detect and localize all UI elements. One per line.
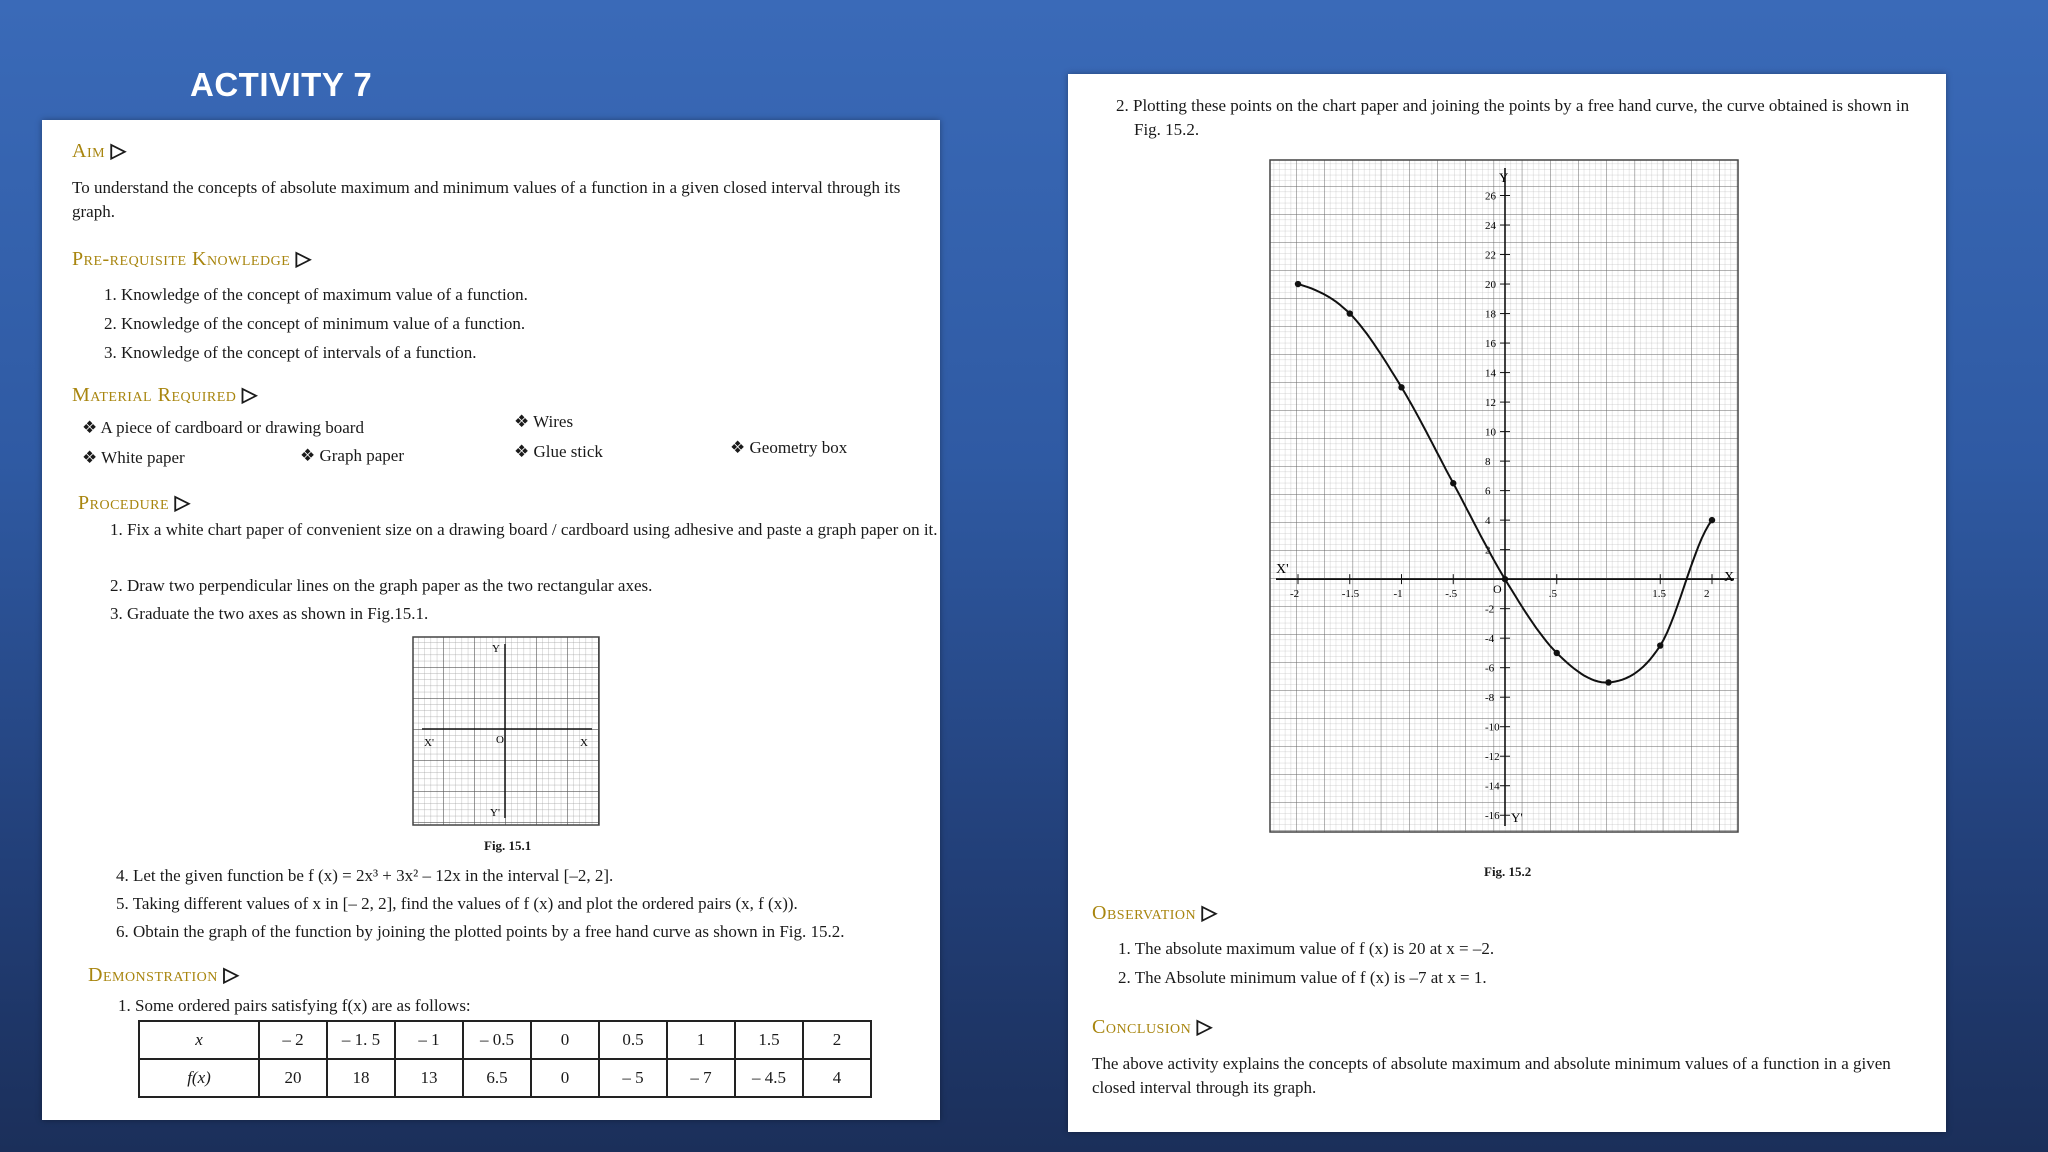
- x-cell: – 1. 5: [327, 1021, 395, 1059]
- aim-text: To understand the concepts of absolute maximum and minimum values of a function in a given closed interval through its graph.: [72, 178, 901, 221]
- x-tick-label: 1.5: [1652, 588, 1666, 601]
- data-point: [1502, 576, 1508, 582]
- observation-item: 1. The absolute maximum value of f (x) is 20 at x = –2.: [1118, 939, 1495, 958]
- data-point: [1347, 310, 1353, 316]
- right-page: [1068, 74, 1946, 1132]
- observation-heading: Observation ▷: [1092, 902, 1218, 924]
- x-tick-label: -2: [1290, 588, 1300, 601]
- procedure-step-2: 2. Draw two perpendicular lines on the graph paper as the two rectangular axes.: [110, 576, 653, 595]
- y-tick-label: 20: [1485, 279, 1496, 292]
- procedure-step-6: 6. Obtain the graph of the function by joining the plotted points by a free hand curve as shown in Fig. 15.2.: [116, 922, 845, 941]
- material-wires: ❖ Wires: [514, 412, 574, 431]
- aim-heading: Aim ▷: [72, 140, 127, 162]
- y-tick-label: -4: [1485, 633, 1495, 646]
- slide-title: ACTIVITY 7: [190, 66, 373, 103]
- fx-cell: 6.5: [463, 1059, 531, 1097]
- y-tick-label: -12: [1485, 751, 1500, 764]
- data-point: [1554, 650, 1560, 656]
- x-tick-label: 2: [1704, 588, 1710, 601]
- data-point: [1450, 480, 1456, 486]
- y-tick-label: -14: [1485, 780, 1500, 793]
- y-tick-label: 14: [1485, 367, 1496, 380]
- observation-list: [1118, 934, 1494, 992]
- procedure-step-1: 1. Fix a white chart paper of convenient size on a drawing board / cardboard using adhesive and paste a graph paper on it.: [110, 520, 938, 539]
- procedure-step-5: 5. Taking different values of x in [– 2, 2], find the values of f (x) and plot the ordered pairs (x, f (x)).: [116, 894, 798, 913]
- fig-15-1-x-right-label: X: [580, 737, 588, 749]
- y-bottom-axis-label: Y': [1511, 810, 1523, 825]
- row-x-label: x: [139, 1021, 259, 1059]
- x-tick-label: -1.5: [1341, 588, 1360, 601]
- procedure-heading: Procedure ▷: [78, 492, 191, 514]
- fx-cell: 18: [327, 1059, 395, 1097]
- material-glue-stick: ❖ Glue stick: [514, 442, 603, 461]
- material-graph-paper: ❖ Graph paper: [300, 446, 404, 465]
- y-tick-label: 2: [1485, 544, 1491, 557]
- row-fx-label: f(x): [139, 1059, 259, 1097]
- data-point: [1398, 384, 1404, 390]
- x-cell: 0: [531, 1021, 599, 1059]
- y-tick-label: 4: [1485, 515, 1491, 528]
- y-tick-label: 26: [1485, 190, 1496, 203]
- material-geometry-box: ❖ Geometry box: [730, 438, 848, 457]
- x-cell: 2: [803, 1021, 871, 1059]
- fig-15-1-caption: Fig. 15.1: [484, 838, 532, 853]
- x-right-axis-label: X: [1724, 570, 1735, 586]
- fig-15-1-origin-label: O: [496, 734, 504, 746]
- table-row-x: [139, 1021, 871, 1059]
- y-tick-label: -6: [1485, 662, 1495, 675]
- conclusion-text: The above activity explains the concepts of absolute maximum and absolute minimum values of a function in a given closed interval through its graph.: [1092, 1054, 1891, 1097]
- y-tick-label: -16: [1485, 810, 1500, 823]
- x-cell: 1: [667, 1021, 735, 1059]
- fig-15-2-graph: [1268, 158, 1742, 838]
- fx-cell: 20: [259, 1059, 327, 1097]
- fig-15-1-x-left-label: X': [424, 737, 434, 749]
- y-tick-label: 16: [1485, 338, 1496, 351]
- material-cardboard: ❖ A piece of cardboard or drawing board: [82, 418, 364, 437]
- procedure-step-4: 4. Let the given function be f (x) = 2x³ + 3x² – 12x in the interval [–2, 2].: [116, 866, 614, 885]
- fig-15-2-caption: Fig. 15.2: [1484, 864, 1532, 879]
- prereq-item: 2. Knowledge of the concept of minimum value of a function.: [104, 314, 526, 333]
- y-tick-label: -8: [1485, 692, 1495, 705]
- y-tick-label: 8: [1485, 456, 1491, 469]
- y-tick-label: 22: [1485, 249, 1496, 262]
- x-cell: – 2: [259, 1021, 327, 1059]
- fig-15-1-grid: [412, 636, 602, 828]
- x-tick-label: -1: [1393, 588, 1403, 601]
- x-left-axis-label: X': [1276, 562, 1289, 578]
- ordered-pairs-table: [138, 1020, 872, 1098]
- y-tick-label: 6: [1485, 485, 1491, 498]
- table-row-fx: [139, 1059, 871, 1097]
- conclusion-heading: Conclusion ▷: [1092, 1016, 1213, 1038]
- fig-15-1-y-bottom-label: Y': [490, 807, 500, 819]
- prereq-heading: Pre-requisite Knowledge ▷: [72, 248, 312, 270]
- data-point: [1709, 517, 1715, 523]
- material-heading: Material Required ▷: [72, 384, 258, 406]
- plotting-step-2: 2. Plotting these points on the chart paper and joining the points by a free hand curve, the curve obtained is shown in Fig. 15.2.: [1116, 96, 1910, 139]
- data-point: [1605, 679, 1611, 685]
- x-cell: 0.5: [599, 1021, 667, 1059]
- x-cell: – 1: [395, 1021, 463, 1059]
- fx-cell: 0: [531, 1059, 599, 1097]
- fig-15-1-y-top-label: Y: [492, 643, 500, 655]
- prereq-list: [104, 280, 528, 367]
- demonstration-heading: Demonstration ▷: [88, 964, 240, 986]
- fx-cell: – 4.5: [735, 1059, 803, 1097]
- y-tick-label: -2: [1485, 603, 1495, 616]
- demonstration-intro: 1. Some ordered pairs satisfying f(x) are as follows:: [118, 996, 471, 1015]
- y-tick-label: 10: [1485, 426, 1496, 439]
- y-tick-label: 24: [1485, 220, 1496, 233]
- fx-cell: – 5: [599, 1059, 667, 1097]
- fig-15-2-grid: [1270, 160, 1738, 832]
- fx-cell: – 7: [667, 1059, 735, 1097]
- procedure-step-3: 3. Graduate the two axes as shown in Fig.15.1.: [110, 604, 429, 623]
- prereq-item: 1. Knowledge of the concept of maximum value of a function.: [104, 285, 528, 304]
- data-point: [1657, 642, 1663, 648]
- origin-label: O: [1493, 582, 1502, 597]
- y-tick-label: 12: [1485, 397, 1496, 410]
- x-tick-label: -.5: [1445, 588, 1458, 601]
- y-tick-label: 18: [1485, 308, 1496, 321]
- y-top-axis-label: Y: [1499, 170, 1509, 185]
- observation-item: 2. The Absolute minimum value of f (x) is –7 at x = 1.: [1118, 968, 1487, 987]
- prereq-item: 3. Knowledge of the concept of intervals of a function.: [104, 343, 477, 362]
- fx-cell: 13: [395, 1059, 463, 1097]
- left-page: [42, 120, 940, 1120]
- y-tick-label: -10: [1485, 721, 1500, 734]
- x-cell: 1.5: [735, 1021, 803, 1059]
- data-point: [1295, 281, 1301, 287]
- material-white-paper: ❖ White paper: [82, 448, 185, 467]
- x-cell: – 0.5: [463, 1021, 531, 1059]
- fx-cell: 4: [803, 1059, 871, 1097]
- x-tick-label: .5: [1548, 588, 1557, 601]
